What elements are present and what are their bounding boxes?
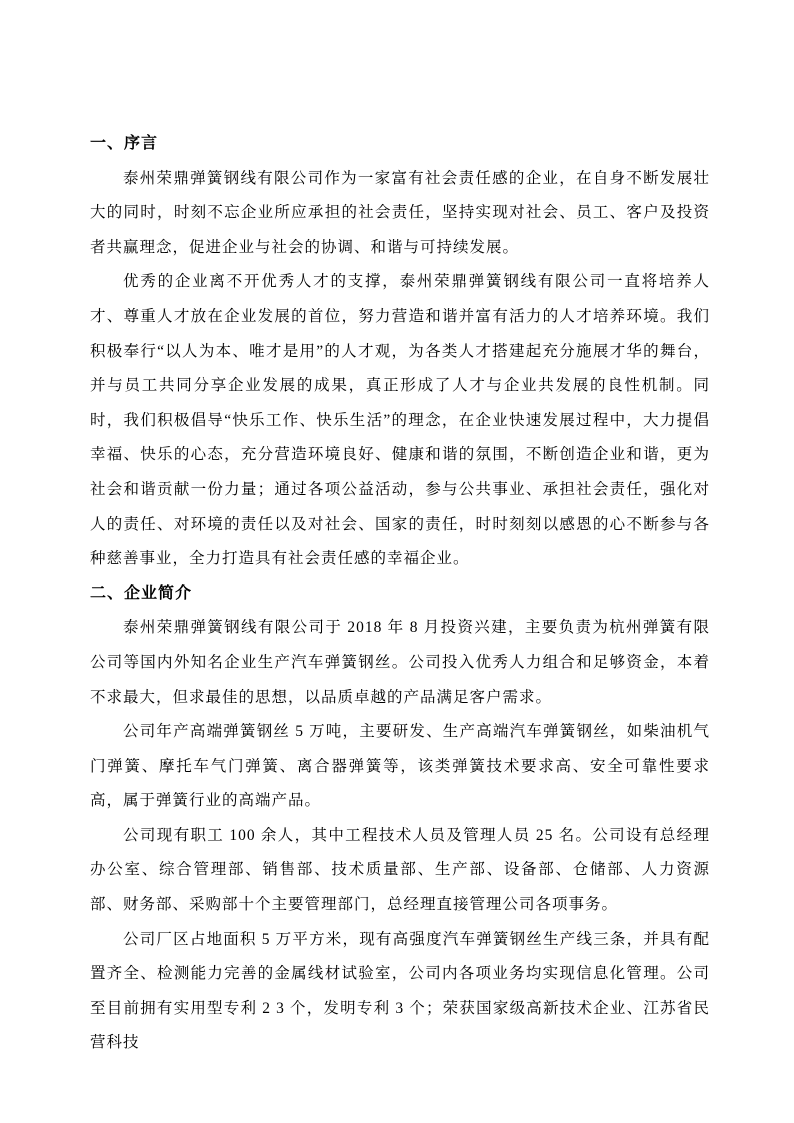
document-body (90, 127, 710, 1061)
section-heading-preface: 一、序言 (90, 135, 159, 152)
paragraph: 优秀的企业离不开优秀人才的支撑，泰州荣鼎弹簧钢线有限公司一直将培养人才、尊重人才放在企业发展的首位，努力营造和谐并富有活力的人才培养环境。我们积极奉行“以人为本、唯才是用”的人才观，为各类人才搭建起充分施展才华的舞台，并与员工共同分享企业发展的成果，真正形成了人才与企业共发展的良性机制。同时，我们积极倡导“快乐工作、快乐生活”的理念，在企业快速发展过程中，大力提倡幸福、快乐的心态，充分营造环境良好、健康和谐的氛围，不断创造企业和谐，更为社会和谐贡献一份力量；通过各项公益活动，参与公共事业、承担社会责任，强化对人的责任、对环境的责任以及对社会、国家的责任，时时刻刻以感恩的心不断参与各种慈善事业，全力打造具有社会责任感的幸福企业。 (90, 273, 710, 568)
paragraph: 泰州荣鼎弹簧钢线有限公司于 2018 年 8 月投资兴建，主要负责为杭州弹簧有限公司等国内外知名企业生产汽车弹簧钢丝。公司投入优秀人力组合和足够资金，本着不求最大，但求最佳的思想，以品质卓越的产品满足客户需求。 (90, 619, 710, 706)
paragraph: 公司现有职工 100 余人，其中工程技术人员及管理人员 25 名。公司设有总经理办公室、综合管理部、销售部、技术质量部、生产部、设备部、仓储部、人力资源部、财务部、采购部十个主要管理部门，总经理直接管理公司各项事务。 (90, 826, 710, 914)
paragraph: 公司厂区占地面积 5 万平方米，现有高强度汽车弹簧钢丝生产线三条，并具有配置齐全、检测能力完善的金属线材试验室，公司内各项业务均实现信息化管理。公司至目前拥有实用型专利 2 3 个，发明专利 3 个；荣获国家级高新技术企业、江苏省民营科技 (90, 930, 710, 1052)
paragraph: 公司年产高端弹簧钢丝 5 万吨，主要研发、生产高端汽车弹簧钢丝，如柴油机气门弹簧、摩托车气门弹簧、离合器弹簧等，该类弹簧技术要求高、安全可靠性要求高，属于弹簧行业的高端产品。 (90, 723, 710, 810)
section-heading-company-profile: 二、企业简介 (90, 584, 193, 602)
paragraph: 泰州荣鼎弹簧钢线有限公司作为一家富有社会责任感的企业，在自身不断发展壮大的同时，时刻不忘企业所应承担的社会责任，坚持实现对社会、员工、客户及投资者共赢理念，促进企业与社会的协调、和谐与可持续发展。 (90, 169, 710, 256)
